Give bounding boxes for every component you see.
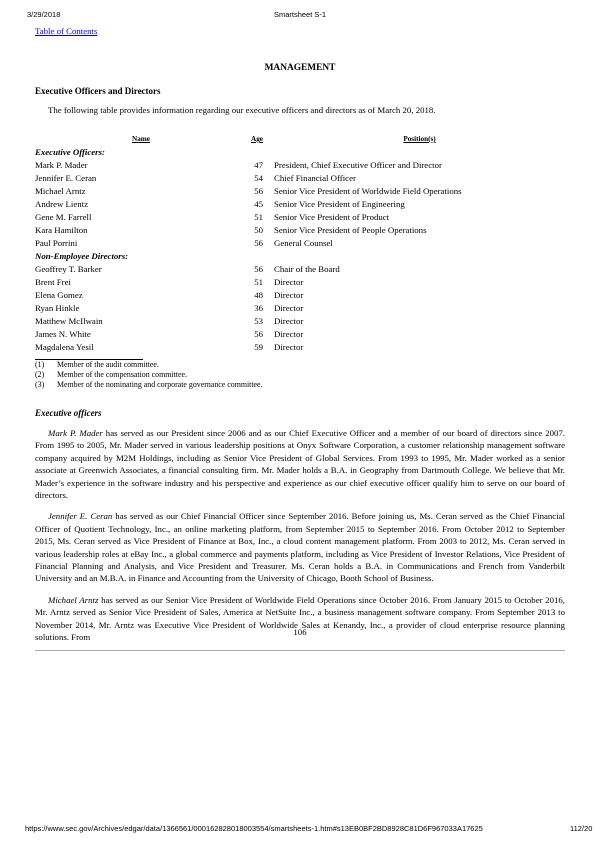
page-break-divider [35, 650, 565, 651]
director-name: Magdalena Yesil [35, 342, 94, 352]
table-row [35, 224, 565, 237]
officer-name: Michael Arntz [35, 186, 86, 196]
footnote [35, 370, 565, 380]
table-row [35, 276, 565, 289]
table-row [35, 328, 565, 341]
bio-paragraph-mader [35, 427, 565, 501]
director-position: Director [274, 290, 304, 300]
officer-name: Andrew Lientz [35, 199, 89, 209]
print-header-date: 3/29/2018 [27, 10, 61, 19]
officer-age: 56 [254, 238, 263, 248]
officer-position: Senior Vice President of Engineering [274, 199, 405, 209]
director-position: Chair of the Board [274, 264, 340, 274]
officer-name: Kara Hamilton [35, 225, 88, 235]
officer-age: 51 [254, 212, 263, 222]
director-age: 56 [254, 264, 263, 274]
bio-name: Jennifer E. Ceran [48, 511, 113, 522]
print-footer-page-indicator: 112/20 [570, 824, 593, 833]
officer-name: Mark P. Mader [35, 160, 88, 170]
table-row [35, 237, 565, 250]
officer-age: 54 [254, 173, 263, 183]
officer-name: Gene M. Farrell [35, 212, 92, 222]
page-number: 106 [293, 627, 307, 637]
bio-text: has served as our Senior Vice President of Worldwide Field Operations since October 2016. From January 2015 to October 2016, Mr. Arntz served as Senior Vice President of Sales, America at NetSuite Inc., a business management software company. From September 2013 to November 2014, Mr. Arntz was Executive Vice President of Worldwide Sales at Kenandy, Inc., a provider of cloud enterprise resource planning solutions. From [35, 594, 565, 643]
table-group-row [35, 250, 565, 263]
table-row [35, 289, 565, 302]
table-row [35, 198, 565, 211]
column-header-name: Name [132, 135, 150, 143]
officer-position: Senior Vice President of Worldwide Field Operations [274, 186, 462, 196]
table-row [35, 302, 565, 315]
director-name: James N. White [35, 329, 91, 339]
footnote [35, 360, 565, 370]
table-of-contents-link-row [35, 26, 565, 36]
table-of-contents-link[interactable]: Table of Contents [35, 26, 98, 36]
table-row [35, 263, 565, 276]
table-row [35, 315, 565, 328]
director-age: 51 [254, 277, 263, 287]
officer-age: 45 [254, 199, 263, 209]
footnote-text: Member of the compensation committee. [57, 370, 187, 379]
officer-age: 47 [254, 160, 263, 170]
footnote-marker: (2) [35, 370, 45, 379]
footnote-text: Member of the nominating and corporate governance committee. [57, 380, 263, 389]
officer-name: Jennifer E. Ceran [35, 173, 97, 183]
bio-name: Mark P. Mader [48, 428, 103, 438]
group-label-executive-officers: Executive Officers: [35, 147, 105, 157]
bio-text: has served as our Chief Financial Officer since September 2016. Before joining us, Ms. Ceran served as the Chief Financial Officer of Quotient Technology, Inc., an online marketing platform, from September 2015 to September 2016. From October 2012 to September 2015, Ms. Ceran served as Vice President of Finance at Box, Inc., a cloud content management platform. From 2003 to 2012, Ms. Ceran served in various leadership roles at eBay Inc., a global commerce and payments platform, including as Vice President of Investor Relations, Vice President of Financial Planning and Analysis, and Vice President and Treasurer. Ms. Ceran holds a B.A. in Communications and French from Vanderbilt University and an M.B.A. in Finance and Accounting from the University of Chicago, Booth School of Business. [35, 511, 565, 584]
footnote-text: Member of the audit committee. [57, 360, 159, 369]
print-footer-url: https://www.sec.gov/Archives/edgar/data/1366561/000162828018003554/smartsheets-1.htm#s13EB0BF2BD8928C81D6F967033A17625 [25, 824, 483, 833]
table-row [35, 172, 565, 185]
director-name: Matthew McIlwain [35, 316, 103, 326]
director-position: Director [274, 342, 304, 352]
director-name: Geoffrey T. Barker [35, 264, 102, 274]
table-row [35, 185, 565, 198]
footnote [35, 380, 565, 390]
officer-age: 50 [254, 225, 263, 235]
officer-position: Senior Vice President of Product [274, 212, 390, 222]
bio-name: Michael Arntz [48, 594, 99, 605]
bio-text: has served as our President since 2006 and as our Chief Executive Officer and a member of our board of directors since 2007. From 1995 to 2005, Mr. Mader served in various leadership positions at Onyx Software Corporation, a customer relationship management software company acquired by M2M Holdings, including as Senior Vice President of Global Services. From 1993 to 1995, Mr. Mader worked as a senior associate at Greenwich Associates, a financial consulting firm. Mr. Mader holds a B.A. in Geography from Dartmouth College. We believe that Mr. Mader’s experience in the software industry and his perspective and experience as our chief executive officer qualify him to serve on our board of directors. [35, 428, 565, 501]
intro-paragraph: The following table provides information regarding our executive officers and directors as of March 20, 2018. [48, 105, 436, 115]
director-name: Brent Frei [35, 277, 71, 287]
director-age: 56 [254, 329, 263, 339]
director-position: Director [274, 316, 304, 326]
director-age: 48 [254, 290, 263, 300]
director-position: Director [274, 303, 304, 313]
officer-age: 56 [254, 186, 263, 196]
director-position: Director [274, 277, 304, 287]
footnote-marker: (1) [35, 360, 45, 369]
director-name: Ryan Hinkle [35, 303, 80, 313]
bio-paragraph-ceran [35, 510, 565, 584]
officer-position: General Counsel [274, 238, 333, 248]
table-row [35, 159, 565, 172]
print-header-title: Smartsheet S-1 [273, 10, 327, 19]
director-position: Director [274, 329, 304, 339]
executive-officers-section-heading: Executive officers [35, 408, 102, 418]
table-row [35, 211, 565, 224]
officer-position: Chief Financial Officer [274, 173, 356, 183]
executive-officers-directors-subheading: Executive Officers and Directors [35, 86, 161, 96]
footnote-marker: (3) [35, 380, 45, 389]
director-age: 36 [254, 303, 263, 313]
group-label-non-employee-directors: Non-Employee Directors: [35, 251, 129, 261]
document-body [35, 0, 565, 644]
column-header-positions: Position(s) [403, 135, 436, 143]
officer-name: Paul Porrini [35, 238, 78, 248]
officer-position: Senior Vice President of People Operations [274, 225, 427, 235]
director-age: 59 [254, 342, 263, 352]
officers-directors-table [35, 133, 565, 354]
table-group-row [35, 146, 565, 159]
column-header-age: Age [251, 135, 263, 143]
director-name: Elena Gomez [35, 290, 83, 300]
officer-position: President, Chief Executive Officer and Director [274, 160, 442, 170]
management-heading: MANAGEMENT [264, 63, 336, 73]
table-header-row [35, 133, 565, 146]
table-row [35, 341, 565, 354]
director-age: 53 [254, 316, 263, 326]
